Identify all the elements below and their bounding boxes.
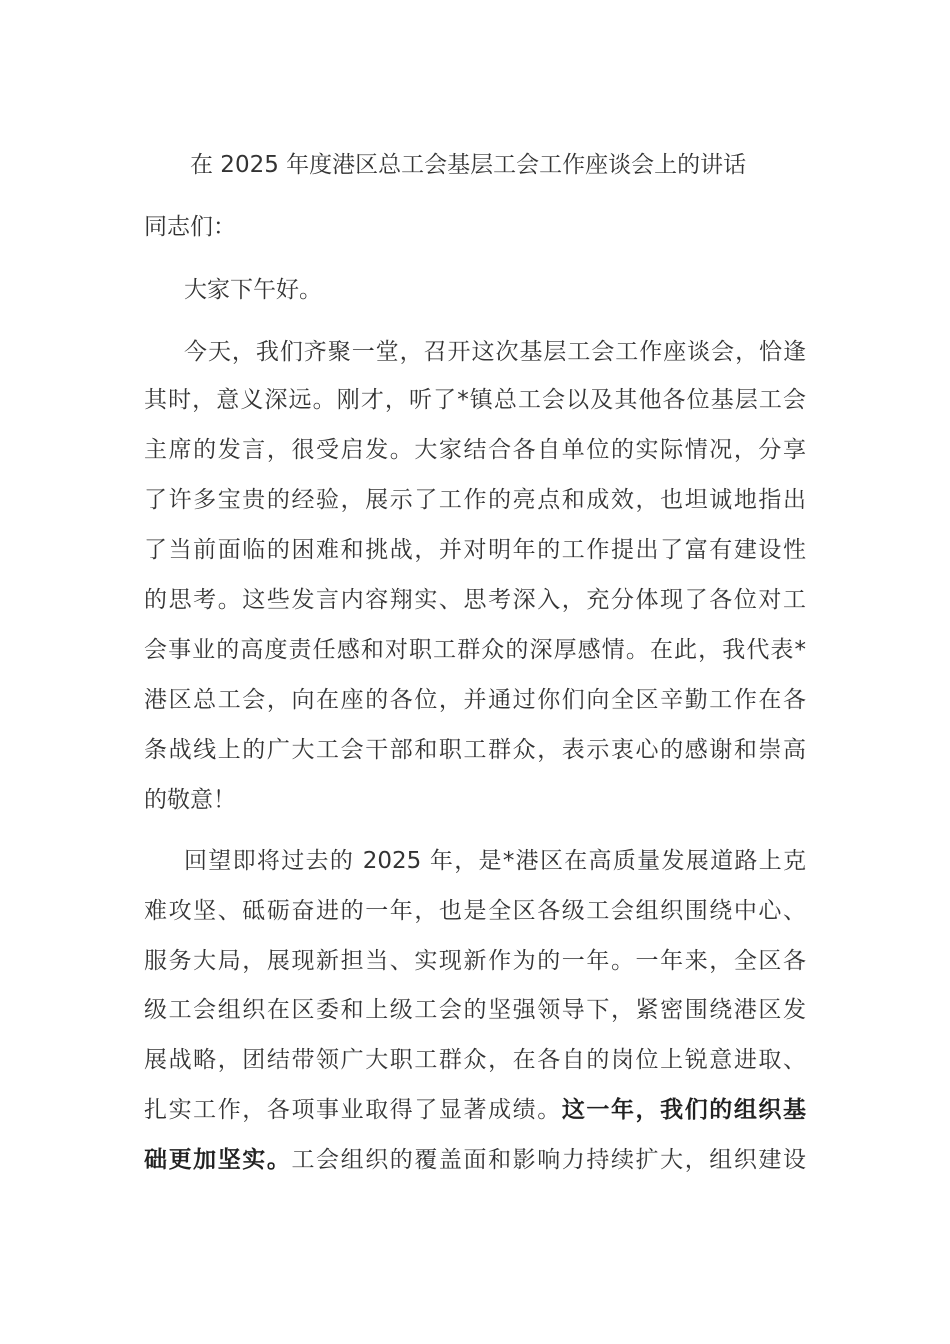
paragraph-line: 会事业的高度责任感和对职工群众的深厚感情。在此，我代表* [144, 637, 806, 663]
paragraph-line: 展战略，团结带领广大职工群众，在各自的岗位上锐意进取、 [144, 1047, 806, 1073]
paragraph-line: 回望即将过去的 2025 年，是*港区在高质量发展道路上克 [184, 848, 806, 874]
paragraph-line: 主席的发言，很受启发。大家结合各自单位的实际情况，分享 [144, 437, 806, 463]
paragraph-line: 了当前面临的困难和挑战，并对明年的工作提出了富有建设性 [144, 537, 806, 563]
text-bold: 这一年，我们的组织基 [561, 1097, 807, 1123]
text-bold: 础更加坚实。 [144, 1147, 292, 1173]
paragraph-line: 今天，我们齐聚一堂，召开这次基层工会工作座谈会，恰逢 [184, 339, 806, 365]
paragraph-line [144, 1093, 806, 1127]
paragraph-line: 其时，意义深远。刚才，听了*镇总工会以及其他各位基层工会 [144, 387, 806, 413]
paragraph-line [144, 1143, 806, 1177]
greeting: 大家下午好。 [184, 277, 322, 303]
paragraph-line: 的敬意！ [144, 787, 236, 813]
text-normal: 工会组织的覆盖面和影响力持续扩大，组织建设 [291, 1147, 807, 1173]
paragraph-line: 难攻坚、砥砺奋进的一年，也是全区各级工会组织围绕中心、 [144, 898, 806, 924]
paragraph-line: 的思考。这些发言内容翔实、思考深入，充分体现了各位对工 [144, 587, 806, 613]
salutation: 同志们： [144, 214, 236, 240]
document-title: 在 2025 年度港区总工会基层工会工作座谈会上的讲话 [190, 152, 747, 178]
paragraph-line: 条战线上的广大工会干部和职工群众，表示衷心的感谢和崇高 [144, 737, 806, 763]
paragraph-line: 服务大局，展现新担当、实现新作为的一年。一年来，全区各 [144, 948, 806, 974]
paragraph-line: 了许多宝贵的经验，展示了工作的亮点和成效，也坦诚地指出 [144, 487, 806, 513]
paragraph-line: 港区总工会，向在座的各位，并通过你们向全区辛勤工作在各 [144, 687, 806, 713]
text-normal: 扎实工作，各项事业取得了显著成绩。 [144, 1097, 562, 1123]
paragraph-line: 级工会组织在区委和上级工会的坚强领导下，紧密围绕港区发 [144, 997, 806, 1023]
